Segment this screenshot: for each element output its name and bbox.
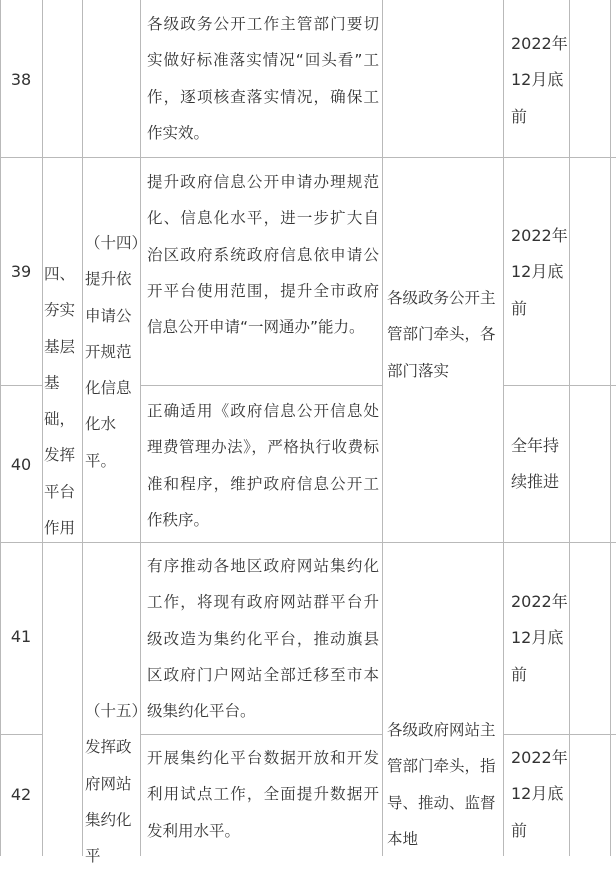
row-40-content: 正确适用《政府信息公开信息处理费管理办法》，严格执行收费标准和程序，维护政府信息公开工作秩序。 — [147, 402, 379, 529]
row-38-content: 各级政务公开工作主管部门要切实做好标准落实情况“回头看”工作，逐项核查落实情况，确保工作实效。 — [147, 15, 379, 142]
row-41-content: 有序推动各地区政府网站集约化工作，将现有政府网站群平台升级改造为集约化平台，推动旗县区政府门户网站全部迁移至市本级集约化平台。 — [147, 557, 379, 721]
row-41-deadline: 2022年12月底前 — [511, 592, 568, 684]
row-40-number: 40 — [10, 455, 32, 474]
row-border-39-40-date — [503, 385, 616, 386]
category-label: 四、夯实基层基础，发挥平台作用 — [44, 265, 76, 538]
row-42-deadline: 2022年12月底前 — [511, 748, 568, 840]
row-38-deadline: 2022年12月底前 — [511, 34, 568, 126]
row-39-content: 提升政府信息公开申请办理规范化、信息化水平，进一步扩大自治区政府系统政府信息依申请公开平台使用范围，提升全市政府信息公开申请“一网通办”能力。 — [147, 173, 379, 337]
row-border-41-42-date — [503, 734, 616, 735]
row-42-content: 开展集约化平台数据开放和开发利用试点工作，全面提升数据开发利用水平。 — [147, 749, 379, 840]
subcategory-15-label: （十五）发挥政府网站集约化平 — [85, 702, 140, 866]
row-border-40-bottom — [0, 542, 616, 543]
row-38-number: 38 — [10, 70, 32, 89]
row-42-number: 42 — [10, 785, 32, 804]
row-41-number: 41 — [10, 627, 32, 646]
row-border-39-40 — [140, 385, 382, 386]
row-border-39-40-num — [0, 385, 42, 386]
row-39-number: 39 — [10, 262, 32, 281]
row-40-deadline: 全年持续推进 — [511, 436, 560, 492]
row-border-41-42 — [140, 734, 382, 735]
row-border-38-bottom — [0, 157, 616, 158]
subcategory-14-label: （十四）提升依申请公开规范化信息化水平。 — [85, 234, 140, 470]
row-border-41-42-num — [0, 734, 42, 735]
responsible-dept-a: 各级政务公开主管部门牵头，各部门落实 — [387, 289, 496, 380]
col-border-1 — [0, 0, 1, 856]
col-border-8 — [610, 0, 611, 856]
row-39-deadline: 2022年12月底前 — [511, 226, 568, 318]
responsible-dept-b: 各级政府网站主管部门牵头，指导、推动、监督本地 — [387, 721, 496, 848]
col-border-7 — [569, 0, 570, 856]
